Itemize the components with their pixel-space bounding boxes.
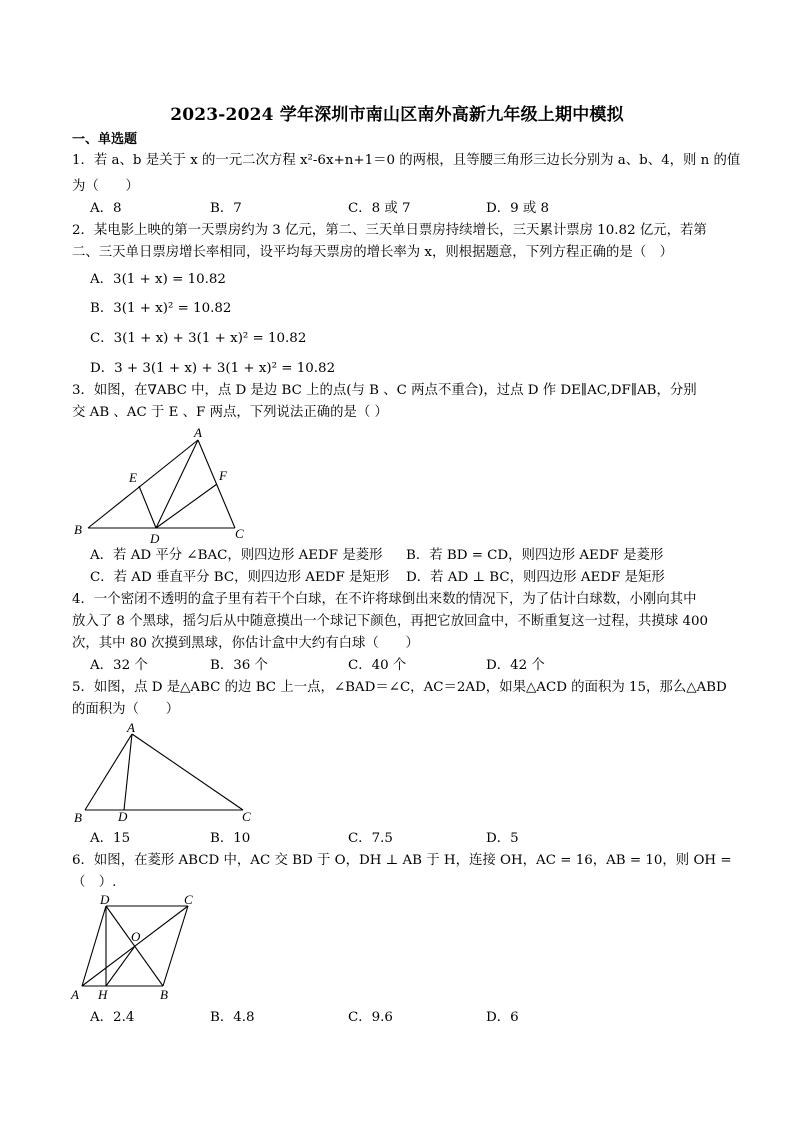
q4-option-a[interactable]: A．32 个 (90, 658, 148, 673)
q5-figure-triangle (70, 720, 260, 828)
q6-text-line2: （ ）. (72, 875, 117, 890)
q6-label-o: O (131, 929, 141, 944)
q1-option-b[interactable]: B．7 (210, 201, 242, 216)
q2-option-c[interactable]: C．3(1 + x) + 3(1 + x)² = 10.82 (90, 331, 307, 346)
q5-label-d: D (118, 809, 128, 824)
q5-label-c: C (242, 809, 251, 824)
q5-option-b[interactable]: B．10 (210, 831, 251, 846)
q2-option-d[interactable]: D．3 + 3(1 + x) + 3(1 + x)² = 10.82 (90, 361, 336, 376)
q1-option-c[interactable]: C．8 或 7 (348, 201, 411, 216)
q3-option-d[interactable]: D．若 AD ⊥ BC，则四边形 AEDF 是矩形 (406, 570, 665, 585)
q6-label-c: C (184, 893, 193, 907)
q1-option-a[interactable]: A．8 (90, 201, 122, 216)
q3-label-d: D (150, 531, 160, 544)
q6-label-h: H (98, 987, 108, 1002)
section-heading: 一、单选题 (72, 132, 138, 147)
q3-label-a: A (194, 425, 202, 440)
q6-label-d: D (100, 893, 110, 907)
q1-text-line2: 为（ ） (72, 179, 139, 194)
q4-text-line3: 次，其中 80 次摸到黑球，你估计盒中大约有白球（ ） (72, 636, 419, 651)
q6-figure-rhombus (68, 893, 208, 1005)
q4-option-c[interactable]: C．40 个 (348, 658, 407, 673)
q3-label-c: C (235, 526, 244, 541)
q4-text-line2: 放入了 8 个黑球，摇匀后从中随意摸出一个球记下颜色，再把它放回盒中，不断重复这一过程，共摸球 400 (72, 614, 709, 629)
q2-text-line1: 2．某电影上映的第一天票房约为 3 亿元，第二、三天单日票房持续增长，三天累计票房 10.82 亿元，若第 (72, 223, 707, 238)
q3-label-e: E (129, 470, 137, 485)
q5-option-d[interactable]: D．5 (486, 831, 519, 846)
q5-label-a: A (127, 720, 135, 735)
page-title: 2023-2024 学年深圳市南山区南外高新九年级上期中模拟 (170, 105, 624, 125)
q5-text-line2: 的面积为（ ） (72, 702, 180, 717)
q5-label-b: B (74, 810, 82, 825)
q6-text-line1: 6．如图，在菱形 ABCD 中，AC 交 BD 于 O，DH ⊥ AB 于 H，连接 OH，AC = 16，AB = 10，则 OH = (72, 853, 732, 868)
q1-option-d[interactable]: D．9 或 8 (486, 201, 550, 216)
q6-option-c[interactable]: C．9.6 (348, 1010, 393, 1025)
q3-option-c[interactable]: C．若 AD 垂直平分 BC，则四边形 AEDF 是矩形 (90, 570, 390, 585)
q3-figure-triangle (70, 424, 260, 544)
q4-option-b[interactable]: B．36 个 (210, 658, 268, 673)
q3-option-a[interactable]: A．若 AD 平分 ∠BAC，则四边形 AEDF 是菱形 (90, 548, 383, 563)
q5-text-line1: 5．如图，点 D 是△ABC 的边 BC 上一点，∠BAD＝∠C，AC＝2AD，如果△ACD 的面积为 15，那么△ABD (72, 680, 727, 695)
q5-option-c[interactable]: C．7.5 (348, 831, 393, 846)
q5-option-a[interactable]: A．15 (90, 831, 131, 846)
q2-option-a[interactable]: A．3(1 + x) = 10.82 (90, 272, 226, 287)
q6-option-a[interactable]: A．2.4 (90, 1010, 135, 1025)
q3-option-b[interactable]: B．若 BD = CD，则四边形 AEDF 是菱形 (406, 548, 664, 563)
q6-option-b[interactable]: B．4.8 (210, 1010, 255, 1025)
q6-label-b: B (160, 987, 168, 1002)
q3-text-line1: 3．如图，在∇ABC 中，点 D 是边 BC 上的点(与 B 、C 两点不重合)，过点 D 作 DE∥AC,DF∥AB，分别 (72, 383, 697, 398)
q6-label-a: A (71, 987, 79, 1002)
q1-text-line1: 1．若 a、b 是关于 x 的一元二次方程 x²-6x+n+1＝0 的两根，且等腰三角形三边长分别为 a、b、4，则 n 的值 (72, 153, 741, 168)
q4-text-line1: 4．一个密闭不透明的盒子里有若干个白球，在不许将球倒出来数的情况下，为了估计白球数，小刚向其中 (72, 592, 697, 607)
q3-label-b: B (74, 522, 82, 537)
q3-label-f: F (219, 468, 227, 483)
q2-text-line2: 二、三天单日票房增长率相同，设平均每天票房的增长率为 x，则根据题意，下列方程正确的是（ ） (72, 245, 673, 260)
q4-option-d[interactable]: D．42 个 (486, 658, 545, 673)
q6-option-d[interactable]: D．6 (486, 1010, 519, 1025)
q3-text-line2: 交 AB 、AC 于 E 、F 两点，下列说法正确的是（ ） (72, 405, 388, 420)
q2-option-b[interactable]: B．3(1 + x)² = 10.82 (90, 301, 232, 316)
